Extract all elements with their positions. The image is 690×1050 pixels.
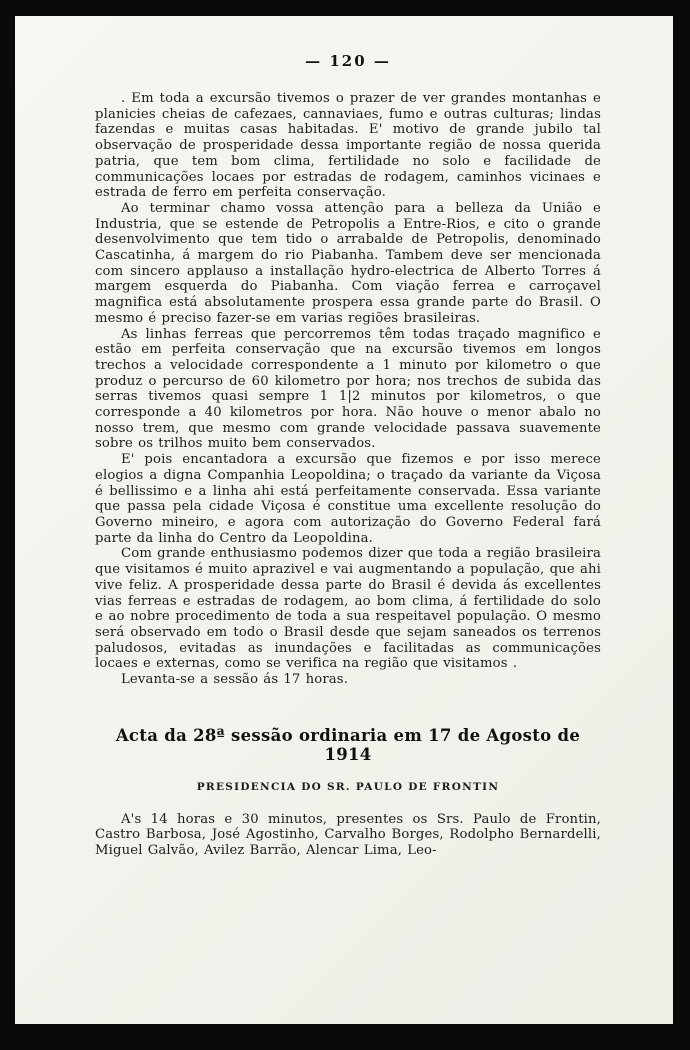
paragraph: As linhas ferreas que percorremos têm todas traçado magnifico e estão em perfeita conservação que na excursão tivemos em longos trechos a velocidade correspondente a 1 minuto por kilometro o que produz o percurso de 60 kilometro por hora; nos trechos de subida das serras tivemos quasi sempre 1 1|2 minutos por kilometros, o que corresponde a 40 kilometros por hora. Não houve o menor abalo no nosso trem, que mesmo com grande velocidade passava suavemente sobre os trilhos muito bem conservados.: [95, 326, 601, 452]
page-number: — 120 —: [305, 52, 391, 70]
section-text: [95, 812, 601, 859]
body-text: [95, 91, 601, 688]
paragraph: Ao terminar chamo vossa attenção para a belleza da União e Industria, que se estende de Petropolis a Entre-Rios, e cito o grande desenvolvimento que tem tido o arrabalde de Petropolis, denominado Cascatinha, á margem do rio Piabanha. Tambem deve ser mencionada com sincero applauso a installação hydro-electrica de Alberto Torres á margem esquerda do Piabanha. Com viação ferrea e carroçavel magnifica está absolutamente prospera essa grande parte do Brasil. O mesmo é preciso fazer-se em varias regiões brasileiras.: [95, 200, 601, 326]
section-subheading: PRESIDENCIA DO SR. PAULO DE FRONTIN: [196, 780, 500, 793]
paragraph: A's 14 horas e 30 minutos, presentes os Srs. Paulo de Frontin, Castro Barbosa, José Agostinho, Carvalho Borges, Rodolpho Bernardelli, Miguel Galvão, Avilez Barrão, Alencar Lima, Leo-: [95, 811, 601, 859]
section-heading: Acta da 28ª sessão ordinaria em 17 de Agosto de 1914: [115, 725, 581, 764]
paragraph: . Em toda a excursão tivemos o prazer de ver grandes montanhas e planicies cheias de cafezaes, cannaviaes, fumo e outras culturas; lindas fazendas e muitas casas habitadas. E' motivo de grande jubilo tal observação de prosperidade dessa importante região de nossa querida patria, que tem bom clima, fertilidade no solo e facilidade de communicações locaes por estradas de rodagem, caminhos vicinaes e estrada de ferro em perfeita conservação.: [95, 91, 601, 201]
paragraph: E' pois encantadora a excursão que fizemos e por isso merece elogios a digna Companhia Leopoldina; o traçado da variante da Viçosa é bellissimo e a linha ahi está perfeitamente conservada. Essa variante que passa pela cidade Viçosa é constitue uma excellente resolução do Governo mineiro, e agora com autorização do Governo Federal fará parte da linha do Centro da Leopoldina.: [95, 452, 601, 546]
document-page: [15, 16, 673, 1024]
paragraph: Com grande enthusiasmo podemos dizer que toda a região brasileira que visitamos é muito aprazivel e vai augmentando a população, que ahi vive feliz. A prosperidade dessa parte do Brasil é devida ás excellentes vias ferreas e estradas de rodagem, ao bom clima, á fertilidade do solo e ao nobre procedimento de toda a sua respeitavel população. O mesmo será observado em todo o Brasil desde que sejam saneados os terrenos paludosos, evitadas as inundações e facilitadas as communicações locaes e externas, como se verifica na região que visitamos .: [95, 546, 601, 672]
paragraph: Levanta-se a sessão ás 17 horas.: [121, 672, 349, 688]
